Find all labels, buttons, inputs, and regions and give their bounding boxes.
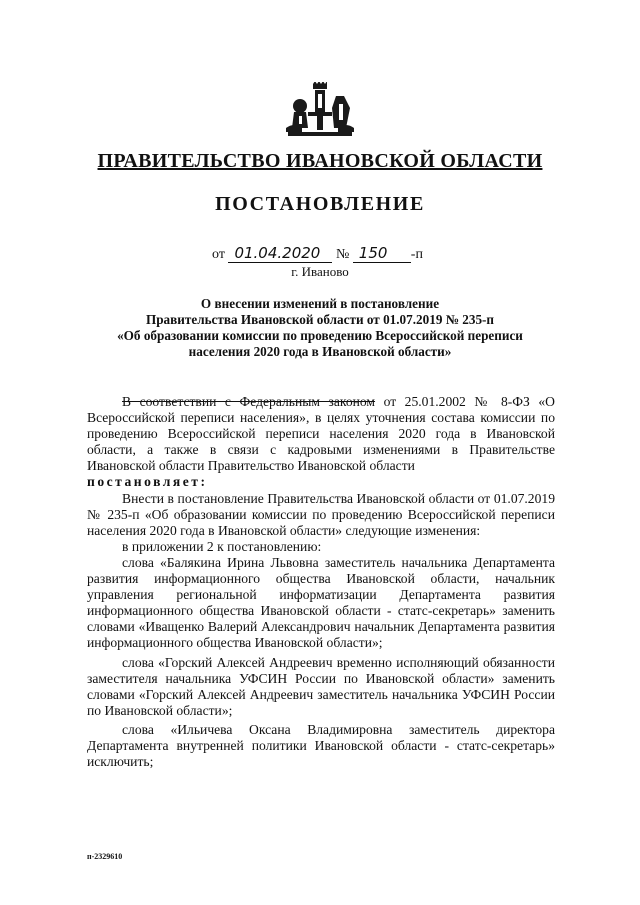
decree-subject [90, 296, 550, 360]
amendment-item: слова «Ильичева Оксана Владимировна заместитель директора Департамента внутренней политики Ивановской области - статс-секретарь» исключить; [87, 721, 555, 770]
subject-line: «Об образовании комиссии по проведению Всероссийской переписи [117, 328, 523, 343]
amendment-intro-paragraph: Внести в постановление Правительства Ивановской области от 01.07.2019 № 235-п «Об образовании комиссии по проведению Всероссийской переписи населения 2020 года в Ивановской области» следующие изменения: [87, 490, 555, 538]
amendment-item: слова «Балякина Ирина Львовна заместитель начальника Департамента развития информационного общества Ивановской области, начальник управления региональной информатизации Департамента развития информационного общества Ивановской области - статс-секретарь» заменить словами «Иващенко Валерий Александрович начальник Департамента развития информационного общества Ивановской области»; [87, 554, 555, 651]
number-sign: № [335, 247, 350, 262]
decree-body [87, 394, 555, 770]
document-type-title: ПОСТАНОВЛЕНИЕ [215, 193, 425, 215]
decree-word: постановляет: [87, 474, 208, 490]
struck-lead-text: В соответствии с Федеральным законом [122, 394, 376, 409]
amendment-item: слова «Горский Алексей Андреевич временно исполняющий обязанности заместителя начальника УФСИН России по Ивановской области» заменить словами «Горский Алексей Андреевич заместитель начальника УФСИН России по Ивановской области»; [87, 654, 555, 718]
document-code: п-2329610 [87, 852, 123, 861]
subject-line: населения 2020 года в Ивановской области» [188, 344, 452, 359]
subject-line: О внесении изменений в постановление [200, 296, 440, 311]
date-number-line [212, 245, 423, 263]
subject-line: Правительства Ивановской области от 01.07.2019 № 235-п [145, 312, 495, 327]
decree-number: 150 [353, 245, 411, 263]
city-name: г. Иваново [291, 264, 349, 279]
date-prefix: от [212, 247, 225, 262]
preamble-paragraph [87, 394, 555, 474]
coat-of-arms-emblem [284, 82, 356, 140]
appendix-reference: в приложении 2 к постановлению: [122, 538, 322, 554]
number-suffix: -п [410, 247, 423, 262]
government-title: ПРАВИТЕЛЬСТВО ИВАНОВСКОЙ ОБЛАСТИ [97, 150, 543, 172]
decree-date: 01.04.2020 [228, 245, 332, 263]
preamble-text: от 25.01.2002 № 8-ФЗ «О Всероссийской переписи населения», в целях уточнения состава комиссии по проведению Всероссийской переписи населения 2020 года в Ивановской области, а также в связи с кадровыми изменениями в Правительстве Ивановской области Правительство Ивановской области [87, 394, 555, 474]
